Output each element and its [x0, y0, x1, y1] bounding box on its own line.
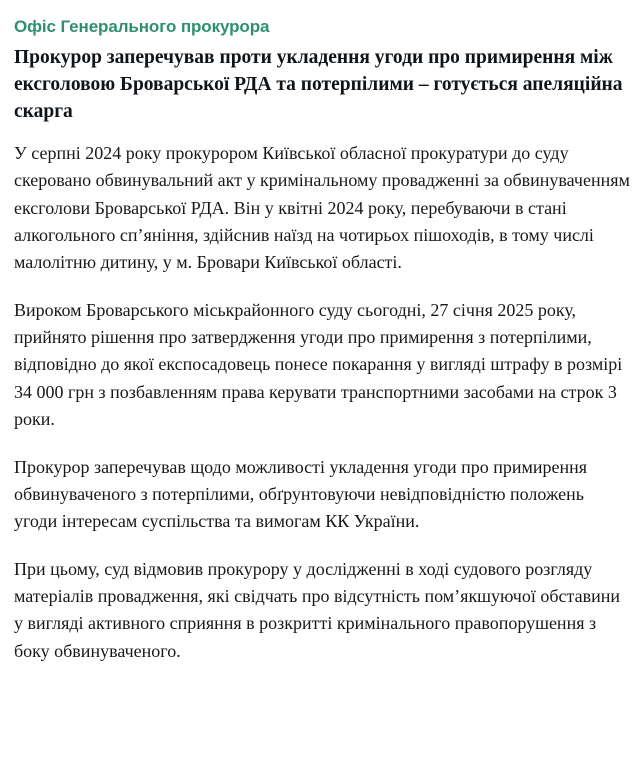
post-headline: Прокурор заперечував проти укладення угоди про примирення між ексголовою Броварської РДА та потерпілими – готується апеляційна скарга	[14, 47, 623, 123]
post-paragraph: Прокурор заперечував щодо можливості укладення угоди про примирення обвинуваченого з потерпілими, обґрунтовуючи невідповідністю положень угоди інтересам суспільства та вимогам КК України.	[14, 456, 588, 532]
channel-name[interactable]: Офіс Генерального прокурора	[14, 17, 270, 36]
post-paragraph: Вироком Броварського міськрайонного суду сьогодні, 27 січня 2025 року, прийнято рішення про затвердження угоди про примирення з потерпілими, відповідно до якої експосадовець понесе покарання у вигляді штрафу в розмірі 34 000 грн з позбавленням права керувати транспортними засобами на строк 3 роки.	[14, 299, 623, 430]
post-paragraph: У серпні 2024 року прокурором Київської обласної прокуратури до суду скеровано обвинувальний акт у кримінальному провадженні за обвинуваченням ексголови Броварської РДА. Він у квітні 2024 року, перебуваючи в стані алкогольного сп’яніння, здійснив наїзд на чотирьох пішоходів, в тому числі малолітню дитину, у м. Бровари Київської області.	[14, 142, 630, 273]
post-paragraph: При цьому, суд відмовив прокурору у дослідженні в ході судового розгляду матеріалів провадження, які свідчать про відсутність пом’якшуючої обставини у вигляді активного сприяння в розкритті кримінального правопорушення з боку обвинуваченого.	[14, 558, 620, 661]
